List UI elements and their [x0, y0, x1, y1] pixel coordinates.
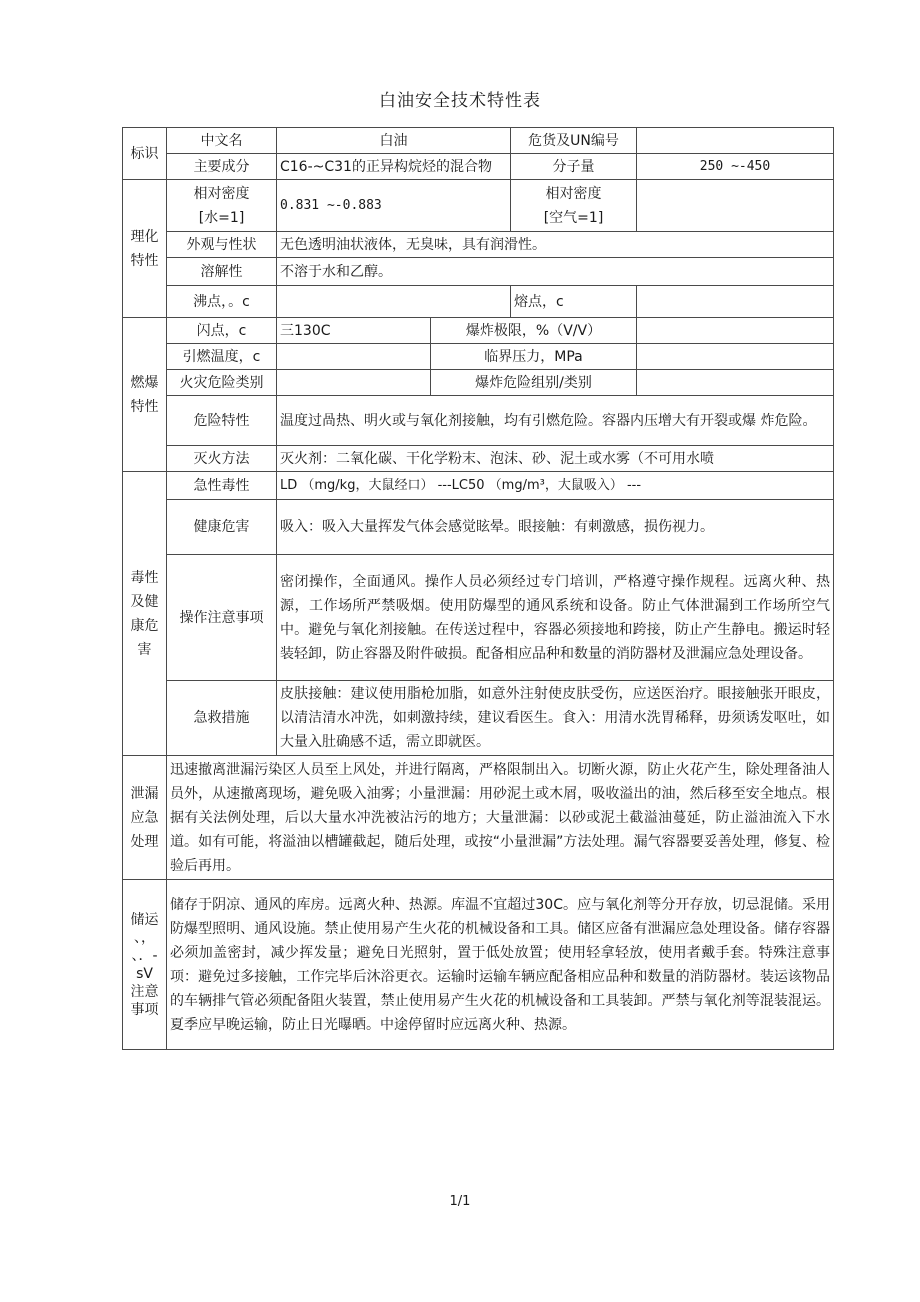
storage-value: 储存于阴凉、通风的库房。远离火种、热源。库温不宜超过30C。应与氧化剂等分开存放，切忌混储。采用防爆型照明、通风设施。禁止使用易产生火花的机械设备和工具。储区应备有泄漏应急处理设备。储存容器必须加盖密封，减少挥发量；避免日光照射，置于低处放置；使用轻拿轻放，使用者戴手套。特殊注意事项：避免过多接触，工作完毕后沐浴更衣。运输时运输车辆应配备相应品种和数量的消防器材。装运该物品的车辆排气管必须配备阻火装置，禁止使用易产生火花的机械设备和工具装卸。严禁与氧化剂等混装混运。夏季应早晚运输，防止日光曝晒。中途停留时应远离火种、热源。 [167, 880, 834, 1050]
hazard-value: 温度过咼热、明火或与氧化剂接触，均有引燃危险。容器内压增大有开裂或爆 炸危险。 [277, 396, 834, 446]
row-solubility [123, 258, 834, 286]
solubility-value: 不溶于水和乙醇。 [277, 258, 834, 286]
appearance-value: 无色透明油状液体，无臭味，具有润滑性。 [277, 232, 834, 258]
flash-point-value: 三130C [277, 318, 431, 344]
density-air-value [637, 180, 834, 232]
operation-label: 操作注意事项 [167, 555, 277, 681]
explosion-group-label: 爆炸危险组别/类别 [431, 370, 637, 396]
composition-label: 主要成分 [167, 154, 277, 180]
critical-pressure-value [637, 344, 834, 370]
composition-value: C16-~C31的正异构烷烃的混合物 [277, 154, 511, 180]
section-fire-text: 燃爆特性 [130, 374, 159, 415]
boiling-point-value [277, 286, 511, 318]
acute-toxicity-label: 急性毒性 [167, 472, 277, 500]
ignition-temp-label: 引燃温度，c [167, 344, 277, 370]
safety-data-table [122, 127, 834, 1050]
section-fire [123, 318, 167, 472]
density-water-label [167, 180, 277, 232]
row-health [123, 500, 834, 555]
health-hazard-value: 吸入：吸入大量挥发气体会感觉眩晕。眼接触：有刺激感，损伤视力。 [277, 500, 834, 555]
first-aid-value: 皮肤接触：建议使用脂枪加脂，如意外注射使皮肤受伤，应送医治疗。眼接触张开眼皮，以清洁清水冲洗，如刺激持续，建议看医生。食入：用清水洗胃稀释，毋须诱发呕吐，如大量入肚确感不适，需立即就医。 [277, 681, 834, 756]
hazard-label: 危险特性 [167, 396, 277, 446]
molecular-weight-value: 250 ~-450 [637, 154, 834, 180]
critical-pressure-label: 临界压力，MPa [431, 344, 637, 370]
density-water-label-line1: 相对密度 [193, 185, 250, 202]
section-storage-line6: 事项 [130, 1001, 159, 1018]
section-identification: 标识 [123, 128, 167, 180]
row-fire-class [123, 370, 834, 396]
explosive-limit-value [637, 318, 834, 344]
un-number-value [637, 128, 834, 154]
section-toxicity [123, 472, 167, 756]
ignition-temp-value [277, 344, 431, 370]
section-leak [123, 756, 167, 880]
cn-name-label: 中文名 [167, 128, 277, 154]
row-leak [123, 756, 834, 880]
molecular-weight-label: 分子量 [511, 154, 637, 180]
row-appearance [123, 232, 834, 258]
section-storage-line1: 储运 [130, 911, 159, 928]
row-composition [123, 154, 834, 180]
row-acute [123, 472, 834, 500]
row-boiling-melting [123, 286, 834, 318]
leak-value: 迅速撤离泄漏污染区人员至上风处，并进行隔离，严格限制出入。切断火源，防止火花产生，除处理备油人员外，从速撤离现场，避免吸入油雾；小量泄漏：用砂泥土或木屑，吸收溢出的油，然后移至安全地点。根据有关法例处理，后以大量水冲洗被沾污的地方；大量泄漏：以砂或泥土截溢油蔓延，防止溢油流入下水道。如有可能，将溢油以槽罐截起，随后处理，或按“小量泄漏”方法处理。漏气容器要妥善处理，修复、检验后再用。 [167, 756, 834, 880]
cn-name-value: 白油 [277, 128, 511, 154]
row-storage [123, 880, 834, 1050]
density-air-label [511, 180, 637, 232]
row-density [123, 180, 834, 232]
row-ignition [123, 344, 834, 370]
un-number-label: 危货及UN编号 [511, 128, 637, 154]
section-leak-text: 泄漏应急处理 [130, 785, 159, 850]
explosive-limit-label: 爆炸极限，%（V/V） [431, 318, 637, 344]
section-storage [123, 880, 167, 1050]
melting-point-label: 熔点，c [511, 286, 637, 318]
density-air-label-line1: 相对密度 [545, 185, 602, 202]
section-physchem [123, 180, 167, 318]
explosion-group-value [637, 370, 834, 396]
section-storage-line5: 注意 [130, 983, 159, 1000]
fire-class-label: 火灾危险类别 [167, 370, 277, 396]
density-water-value: 0.831 ~-0.883 [277, 180, 511, 232]
row-extinguish [123, 446, 834, 472]
density-water-label-line2: [水=1] [198, 209, 245, 226]
section-physchem-text: 理化特性 [130, 228, 159, 269]
row-firstaid [123, 681, 834, 756]
boiling-point-label: 沸点，。c [167, 286, 277, 318]
flash-point-label: 闪点，c [167, 318, 277, 344]
section-storage-line3: 、．- [131, 947, 158, 964]
first-aid-label: 急救措施 [167, 681, 277, 756]
density-air-label-line2: [空气=1] [543, 209, 604, 226]
appearance-label: 外观与性状 [167, 232, 277, 258]
acute-toxicity-value: LD （mg/kg，大鼠经口） ---LC50 （mg/m³，大鼠吸入） --- [277, 472, 834, 500]
solubility-label: 溶解性 [167, 258, 277, 286]
extinguish-label: 灭火方法 [167, 446, 277, 472]
health-hazard-label: 健康危害 [167, 500, 277, 555]
fire-class-value [277, 370, 431, 396]
extinguish-value: 灭火剂：二氧化碳、干化学粉末、泡沫、砂、泥土或水雾（不可用水喷 [277, 446, 834, 472]
melting-point-value [637, 286, 834, 318]
row-operation [123, 555, 834, 681]
row-cn-name [123, 128, 834, 154]
page-number: 1/1 [449, 1194, 471, 1209]
section-storage-line4: sV [136, 965, 153, 982]
row-hazard [123, 396, 834, 446]
section-toxicity-text: 毒性及健康危害 [130, 569, 159, 658]
row-flash [123, 318, 834, 344]
page-title: 白油安全技术特性表 [379, 91, 541, 111]
operation-value: 密闭操作，全面通风。操作人员必须经过专门培训，严格遵守操作规程。远离火种、热源，工作场所严禁吸烟。使用防爆型的通风系统和设备。防止气体泄漏到工作场所空气中。避免与氧化剂接触。在传送过程中，容器必须接地和跨接，防止产生静电。搬运时轻装轻卸，防止容器及附件破损。配备相应品种和数量的消防器材及泄漏应急处理设备。 [277, 555, 834, 681]
section-storage-line2: 、， [134, 929, 155, 946]
